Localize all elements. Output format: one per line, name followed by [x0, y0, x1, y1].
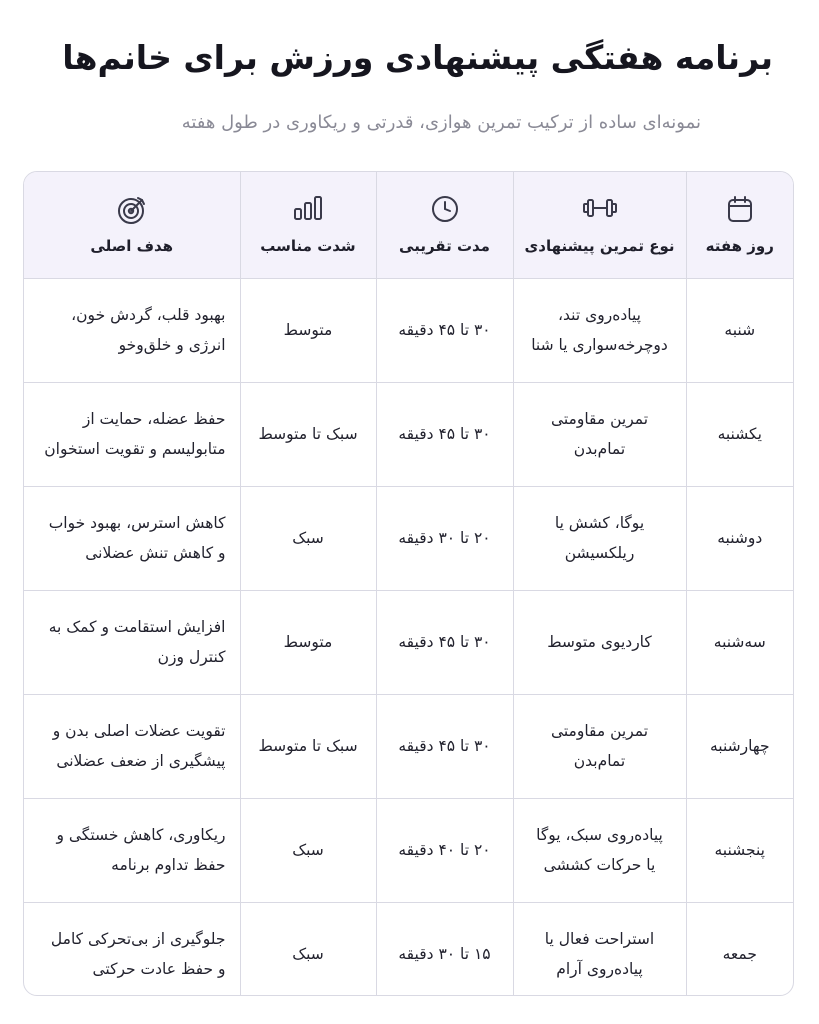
- cell-duration: [376, 382, 513, 486]
- column-header-label: مدت تقریبی: [399, 236, 490, 255]
- column-header-label: شدت مناسب: [260, 236, 356, 255]
- cell-text-line: ۳۰ تا ۴۵ دقیقه: [398, 320, 491, 339]
- cell-text-line: کنترل وزن: [157, 648, 226, 666]
- cell-exercise: [513, 278, 686, 382]
- cell-day: [686, 590, 793, 694]
- cell-text-line: چهارشنبه: [709, 736, 770, 755]
- cell-text-line: ۳۰ تا ۴۵ دقیقه: [398, 632, 491, 651]
- cell-text-line: یوگا، کشش یا: [554, 513, 645, 532]
- cell-text-line: و حفظ عادت حرکتی: [92, 960, 226, 979]
- cell-intensity: [240, 902, 376, 996]
- column-header-label: روز هفته: [705, 236, 774, 255]
- table-row: [24, 278, 793, 382]
- column-header-label: نوع تمرین پیشنهادی: [524, 236, 675, 255]
- cell-text-line: ۲۰ تا ۴۰ دقیقه: [398, 840, 491, 859]
- cell-duration: [376, 486, 513, 590]
- cell-goal: [24, 590, 240, 694]
- table-row: [24, 590, 793, 694]
- cell-goal: [24, 902, 240, 996]
- table-row: [24, 486, 793, 590]
- cell-text-line: تمرین مقاومتی: [550, 721, 649, 740]
- cell-goal: [24, 382, 240, 486]
- page-subtitle: نمونه‌ای ساده از ترکیب تمرین هوازی، قدرتی و ریکاوری در طول هفته: [181, 112, 701, 133]
- cell-intensity: [240, 590, 376, 694]
- cell-text-line: انرژی و خلق‌وخو: [118, 336, 226, 354]
- cell-text-line: پیشگیری از ضعف عضلانی: [56, 752, 226, 770]
- cell-exercise: [513, 590, 686, 694]
- cell-text-line: ۱۵ تا ۳۰ دقیقه: [398, 945, 491, 964]
- cell-text-line: پنجشنبه: [714, 840, 765, 859]
- cell-text-line: بهبود قلب، گردش خون،: [71, 305, 226, 324]
- cell-text-line: ۳۰ تا ۴۵ دقیقه: [398, 736, 491, 755]
- cell-goal: [24, 694, 240, 798]
- cell-exercise: [513, 902, 686, 996]
- cell-duration: [376, 590, 513, 694]
- cell-text-line: شنبه: [724, 320, 756, 339]
- cell-day: [686, 798, 793, 902]
- column-header-day: [686, 172, 793, 278]
- cell-text-line: پیاده‌روی سبک، یوگا: [536, 825, 663, 844]
- cell-exercise: [513, 382, 686, 486]
- cell-duration: [376, 798, 513, 902]
- table-row: [24, 798, 793, 902]
- cell-text-line: پیاده‌روی تند،: [558, 305, 641, 324]
- cell-text-line: جلوگیری از بی‌تحرکی کامل: [50, 930, 226, 949]
- cell-text-line: متوسط: [283, 632, 333, 651]
- cell-text-line: یکشنبه: [717, 424, 762, 443]
- cell-text-line: سبک تا متوسط: [258, 424, 358, 443]
- column-header-label: هدف اصلی: [90, 236, 174, 255]
- cell-text-line: ریلکسیشن: [564, 544, 635, 562]
- cell-text-line: سبک: [292, 840, 324, 859]
- column-header-exercise: [513, 172, 686, 278]
- cell-text-line: دوچرخه‌سواری یا شنا: [531, 336, 668, 354]
- cell-day: [686, 278, 793, 382]
- cell-text-line: سبک تا متوسط: [258, 736, 358, 755]
- table-header-row: [24, 172, 793, 278]
- cell-text-line: کاهش استرس، بهبود خواب: [48, 513, 226, 532]
- cell-text-line: یا حرکات کششی: [543, 856, 656, 874]
- cell-text-line: افزایش استقامت و کمک به: [48, 617, 226, 636]
- column-header-duration: [376, 172, 513, 278]
- signal-bars-icon: [251, 195, 366, 225]
- cell-intensity: [240, 382, 376, 486]
- table-row: [24, 382, 793, 486]
- cell-text-line: سه‌شنبه: [713, 632, 766, 651]
- cell-goal: [24, 278, 240, 382]
- cell-text-line: ۳۰ تا ۴۵ دقیقه: [398, 424, 491, 443]
- schedule-table: [23, 171, 794, 996]
- calendar-icon: [697, 195, 784, 225]
- cell-duration: [376, 902, 513, 996]
- clock-icon: [387, 195, 503, 225]
- table-row: [24, 902, 793, 996]
- cell-goal: [24, 798, 240, 902]
- cell-text-line: دوشنبه: [717, 528, 763, 547]
- cell-day: [686, 902, 793, 996]
- cell-text-line: سبک: [292, 945, 324, 964]
- cell-exercise: [513, 694, 686, 798]
- cell-text-line: کاردیوی متوسط: [547, 632, 652, 651]
- cell-day: [686, 382, 793, 486]
- cell-intensity: [240, 798, 376, 902]
- cell-exercise: [513, 798, 686, 902]
- cell-text-line: متوسط: [283, 320, 333, 339]
- cell-exercise: [513, 486, 686, 590]
- target-icon: [34, 195, 230, 225]
- page-title: برنامه هفتگی پیشنهادی ورزش برای خانم‌ها: [62, 38, 773, 77]
- cell-goal: [24, 486, 240, 590]
- column-header-intensity: [240, 172, 376, 278]
- table-row: [24, 694, 793, 798]
- cell-text-line: متابولیسم و تقویت استخوان: [44, 440, 226, 458]
- cell-duration: [376, 278, 513, 382]
- cell-duration: [376, 694, 513, 798]
- cell-text-line: تمام‌بدن: [573, 752, 626, 770]
- cell-day: [686, 486, 793, 590]
- cell-intensity: [240, 694, 376, 798]
- cell-text-line: جمعه: [722, 945, 757, 964]
- dumbbell-icon: [524, 195, 676, 225]
- cell-text-line: تمرین مقاومتی: [550, 409, 649, 428]
- cell-text-line: تقویت عضلات اصلی بدن و: [52, 721, 226, 740]
- cell-text-line: حفظ تداوم برنامه: [111, 856, 226, 874]
- column-header-goal: [24, 172, 240, 278]
- cell-text-line: سبک: [292, 528, 324, 547]
- cell-text-line: و کاهش تنش عضلانی: [85, 544, 226, 562]
- cell-intensity: [240, 278, 376, 382]
- cell-text-line: پیاده‌روی آرام: [556, 960, 643, 979]
- cell-day: [686, 694, 793, 798]
- cell-text-line: تمام‌بدن: [573, 440, 626, 458]
- cell-text-line: ۲۰ تا ۳۰ دقیقه: [398, 528, 491, 547]
- cell-text-line: استراحت فعال یا: [544, 930, 655, 949]
- cell-text-line: حفظ عضله، حمایت از: [82, 409, 226, 428]
- cell-text-line: ریکاوری، کاهش خستگی و: [56, 825, 226, 844]
- cell-intensity: [240, 486, 376, 590]
